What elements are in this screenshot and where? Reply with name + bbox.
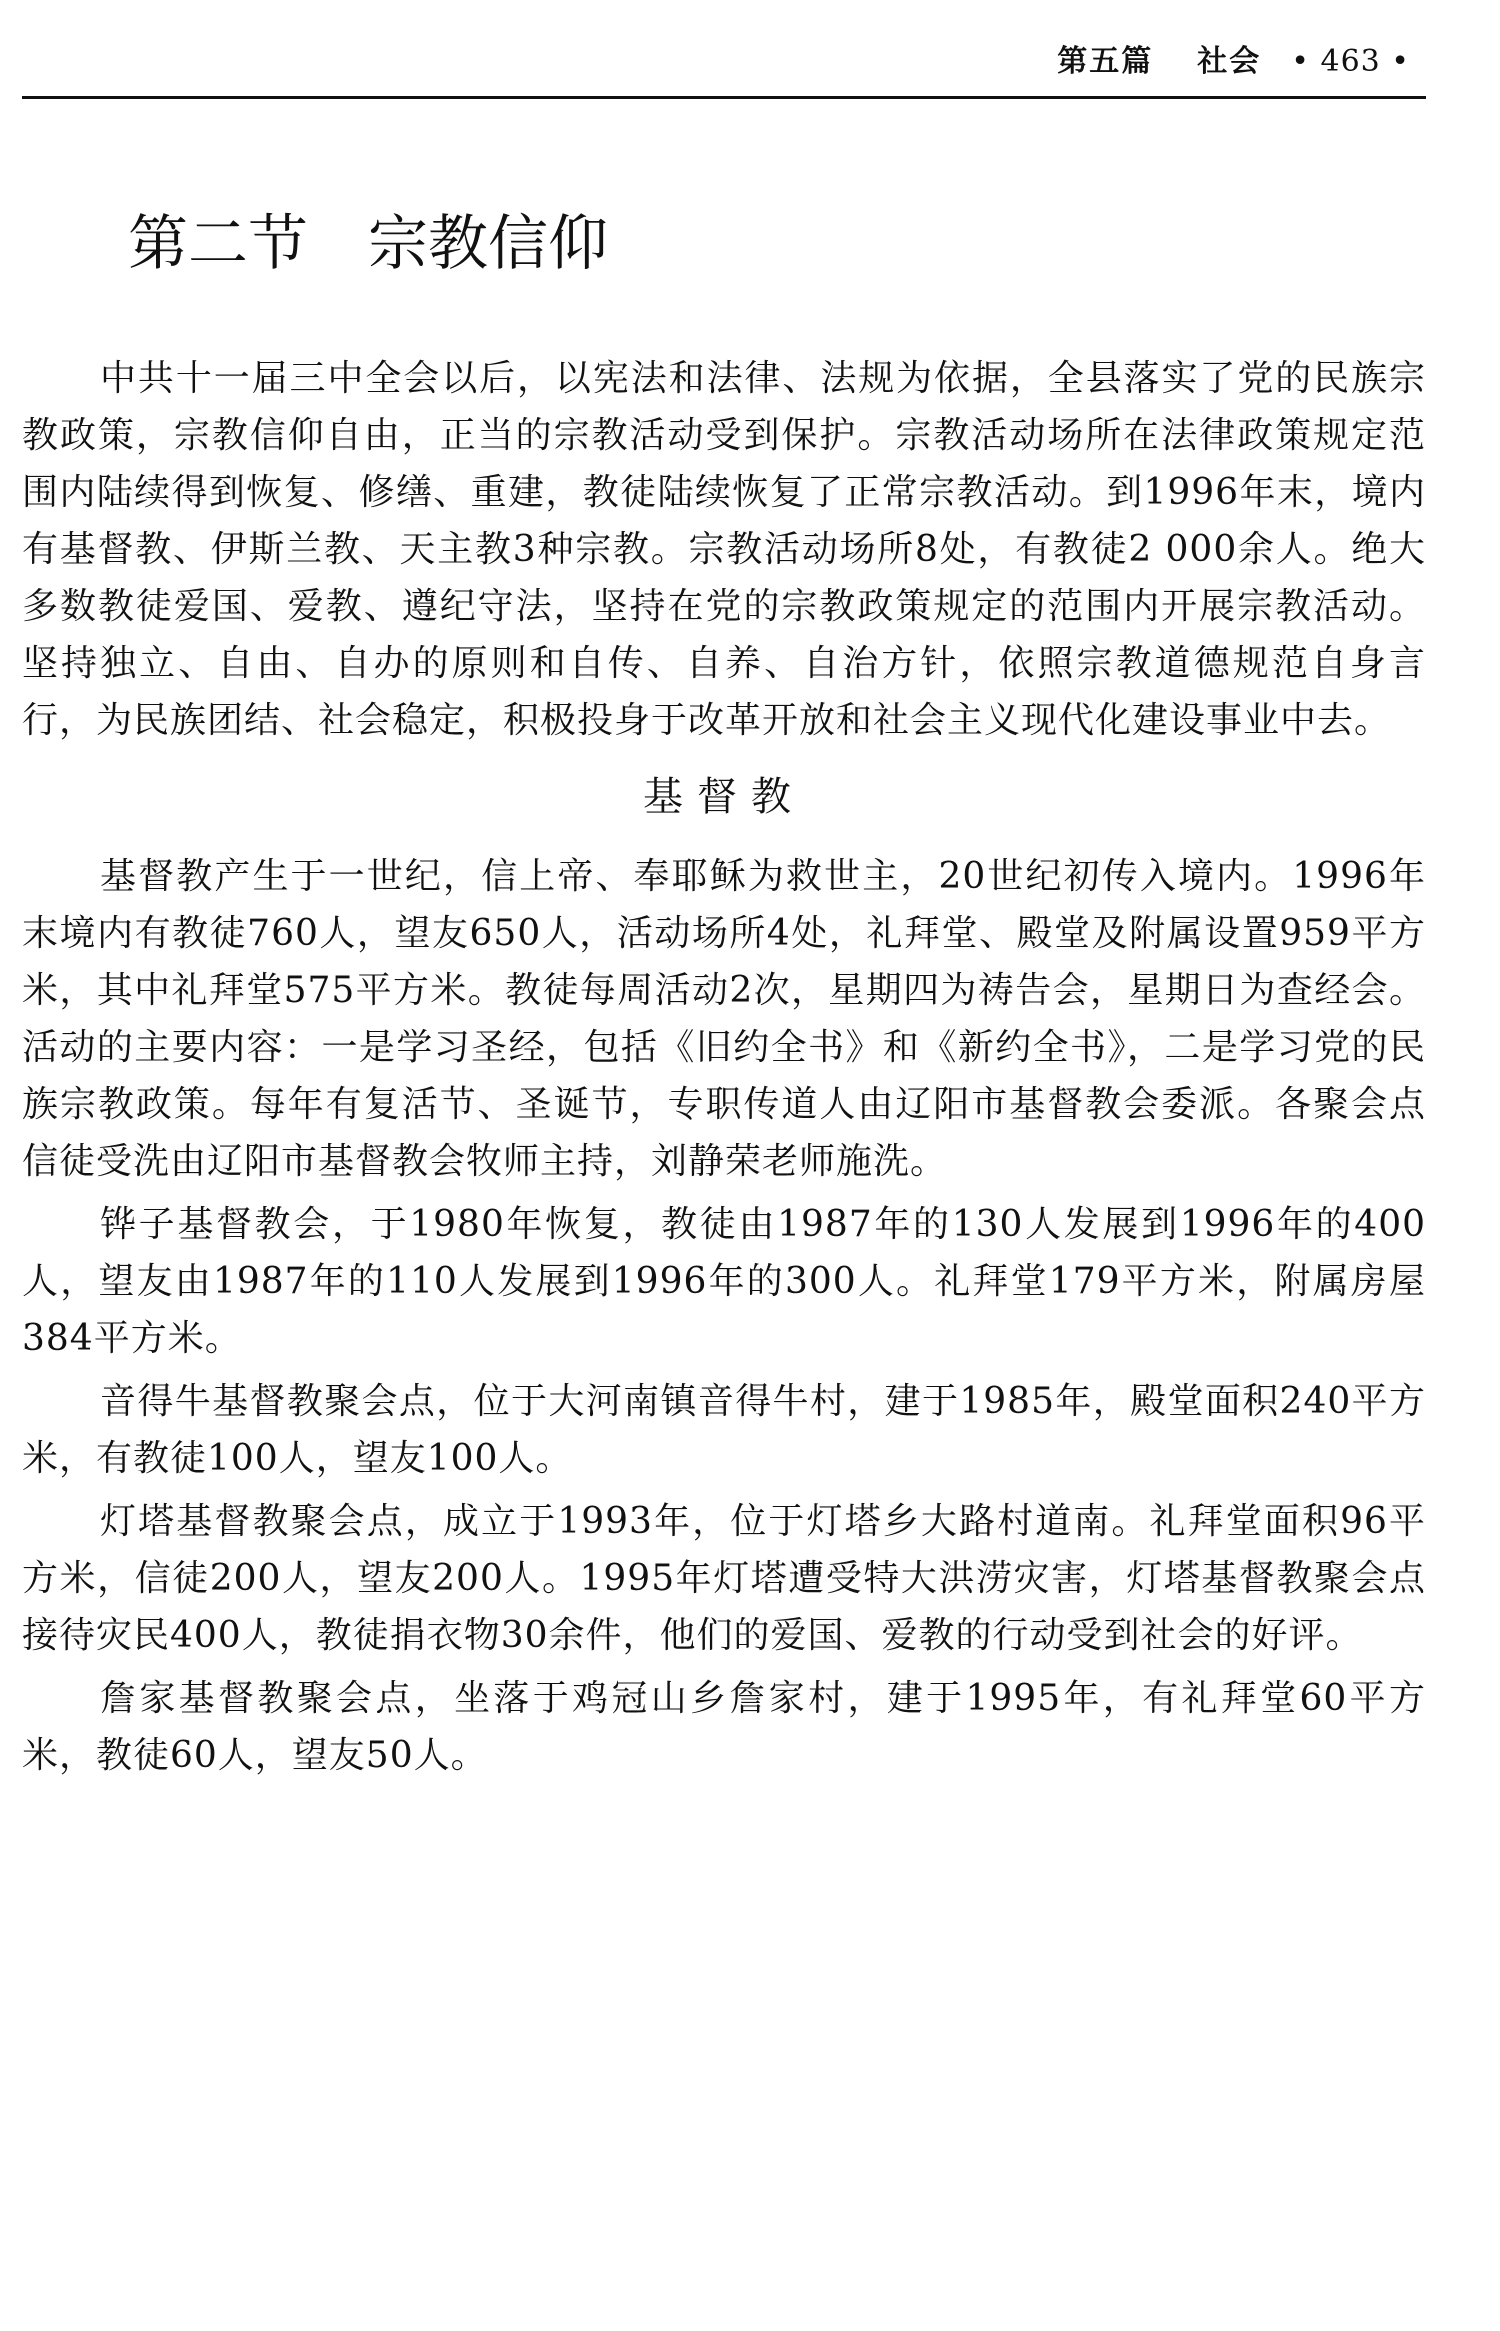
section-number: 第二节 xyxy=(128,209,308,279)
body-paragraph: 基督教产生于一世纪，信上帝、奉耶稣为救世主，20世纪初传入境内。1996年末境内有教徒760人，望友650人，活动场所4处，礼拜堂、殿堂及附属设置959平方米，其中礼拜堂575平方米。教徒每周活动2次，星期四为祷告会，星期日为查经会。活动的主要内容：一是学习圣经，包括《旧约全书》和《新约全书》，二是学习党的民族宗教政策。每年有复活节、圣诞节，专职传道人由辽阳市基督教会委派。各聚会点信徒受洗由辽阳市基督教会牧师主持，刘静荣老师施洗。 xyxy=(22,856,1426,1182)
section-title-text: 宗教信仰 xyxy=(368,209,608,279)
page-body xyxy=(22,350,1426,1790)
header-category: 社会 xyxy=(1197,44,1262,79)
subsection-heading: 基督教 xyxy=(643,774,805,820)
running-head xyxy=(1057,36,1410,80)
header-section: 第五篇 xyxy=(1057,44,1154,79)
section-title xyxy=(128,196,608,282)
page-number: • 463 • xyxy=(1291,44,1410,79)
header-rule xyxy=(22,96,1426,99)
body-paragraph: 铧子基督教会，于1980年恢复，教徒由1987年的130人发展到1996年的400人，望友由1987年的110人发展到1996年的300人。礼拜堂179平方米，附属房屋384平方米。 xyxy=(22,1204,1426,1359)
body-paragraph: 詹家基督教聚会点，坐落于鸡冠山乡詹家村，建于1995年，有礼拜堂60平方米，教徒60人，望友50人。 xyxy=(22,1678,1426,1776)
intro-paragraph: 中共十一届三中全会以后，以宪法和法律、法规为依据，全县落实了党的民族宗教政策，宗教信仰自由，正当的宗教活动受到保护。宗教活动场所在法律政策规定范围内陆续得到恢复、修缮、重建，教徒陆续恢复了正常宗教活动。到1996年末，境内有基督教、伊斯兰教、天主教3种宗教。宗教活动场所8处，有教徒2 000余人。绝大多数教徒爱国、爱教、遵纪守法，坚持在党的宗教政策规定的范围内开展宗教活动。坚持独立、自由、自办的原则和自传、自养、自治方针，依照宗教道德规范自身言行，为民族团结、社会稳定，积极投身于改革开放和社会主义现代化建设事业中去。 xyxy=(22,358,1426,741)
body-paragraph: 灯塔基督教聚会点，成立于1993年，位于灯塔乡大路村道南。礼拜堂面积96平方米，信徒200人，望友200人。1995年灯塔遭受特大洪涝灾害，灯塔基督教聚会点接待灾民400人，教徒捐衣物30余件，他们的爱国、爱教的行动受到社会的好评。 xyxy=(22,1501,1426,1656)
body-paragraph: 音得牛基督教聚会点，位于大河南镇音得牛村，建于1985年，殿堂面积240平方米，有教徒100人，望友100人。 xyxy=(22,1381,1426,1479)
